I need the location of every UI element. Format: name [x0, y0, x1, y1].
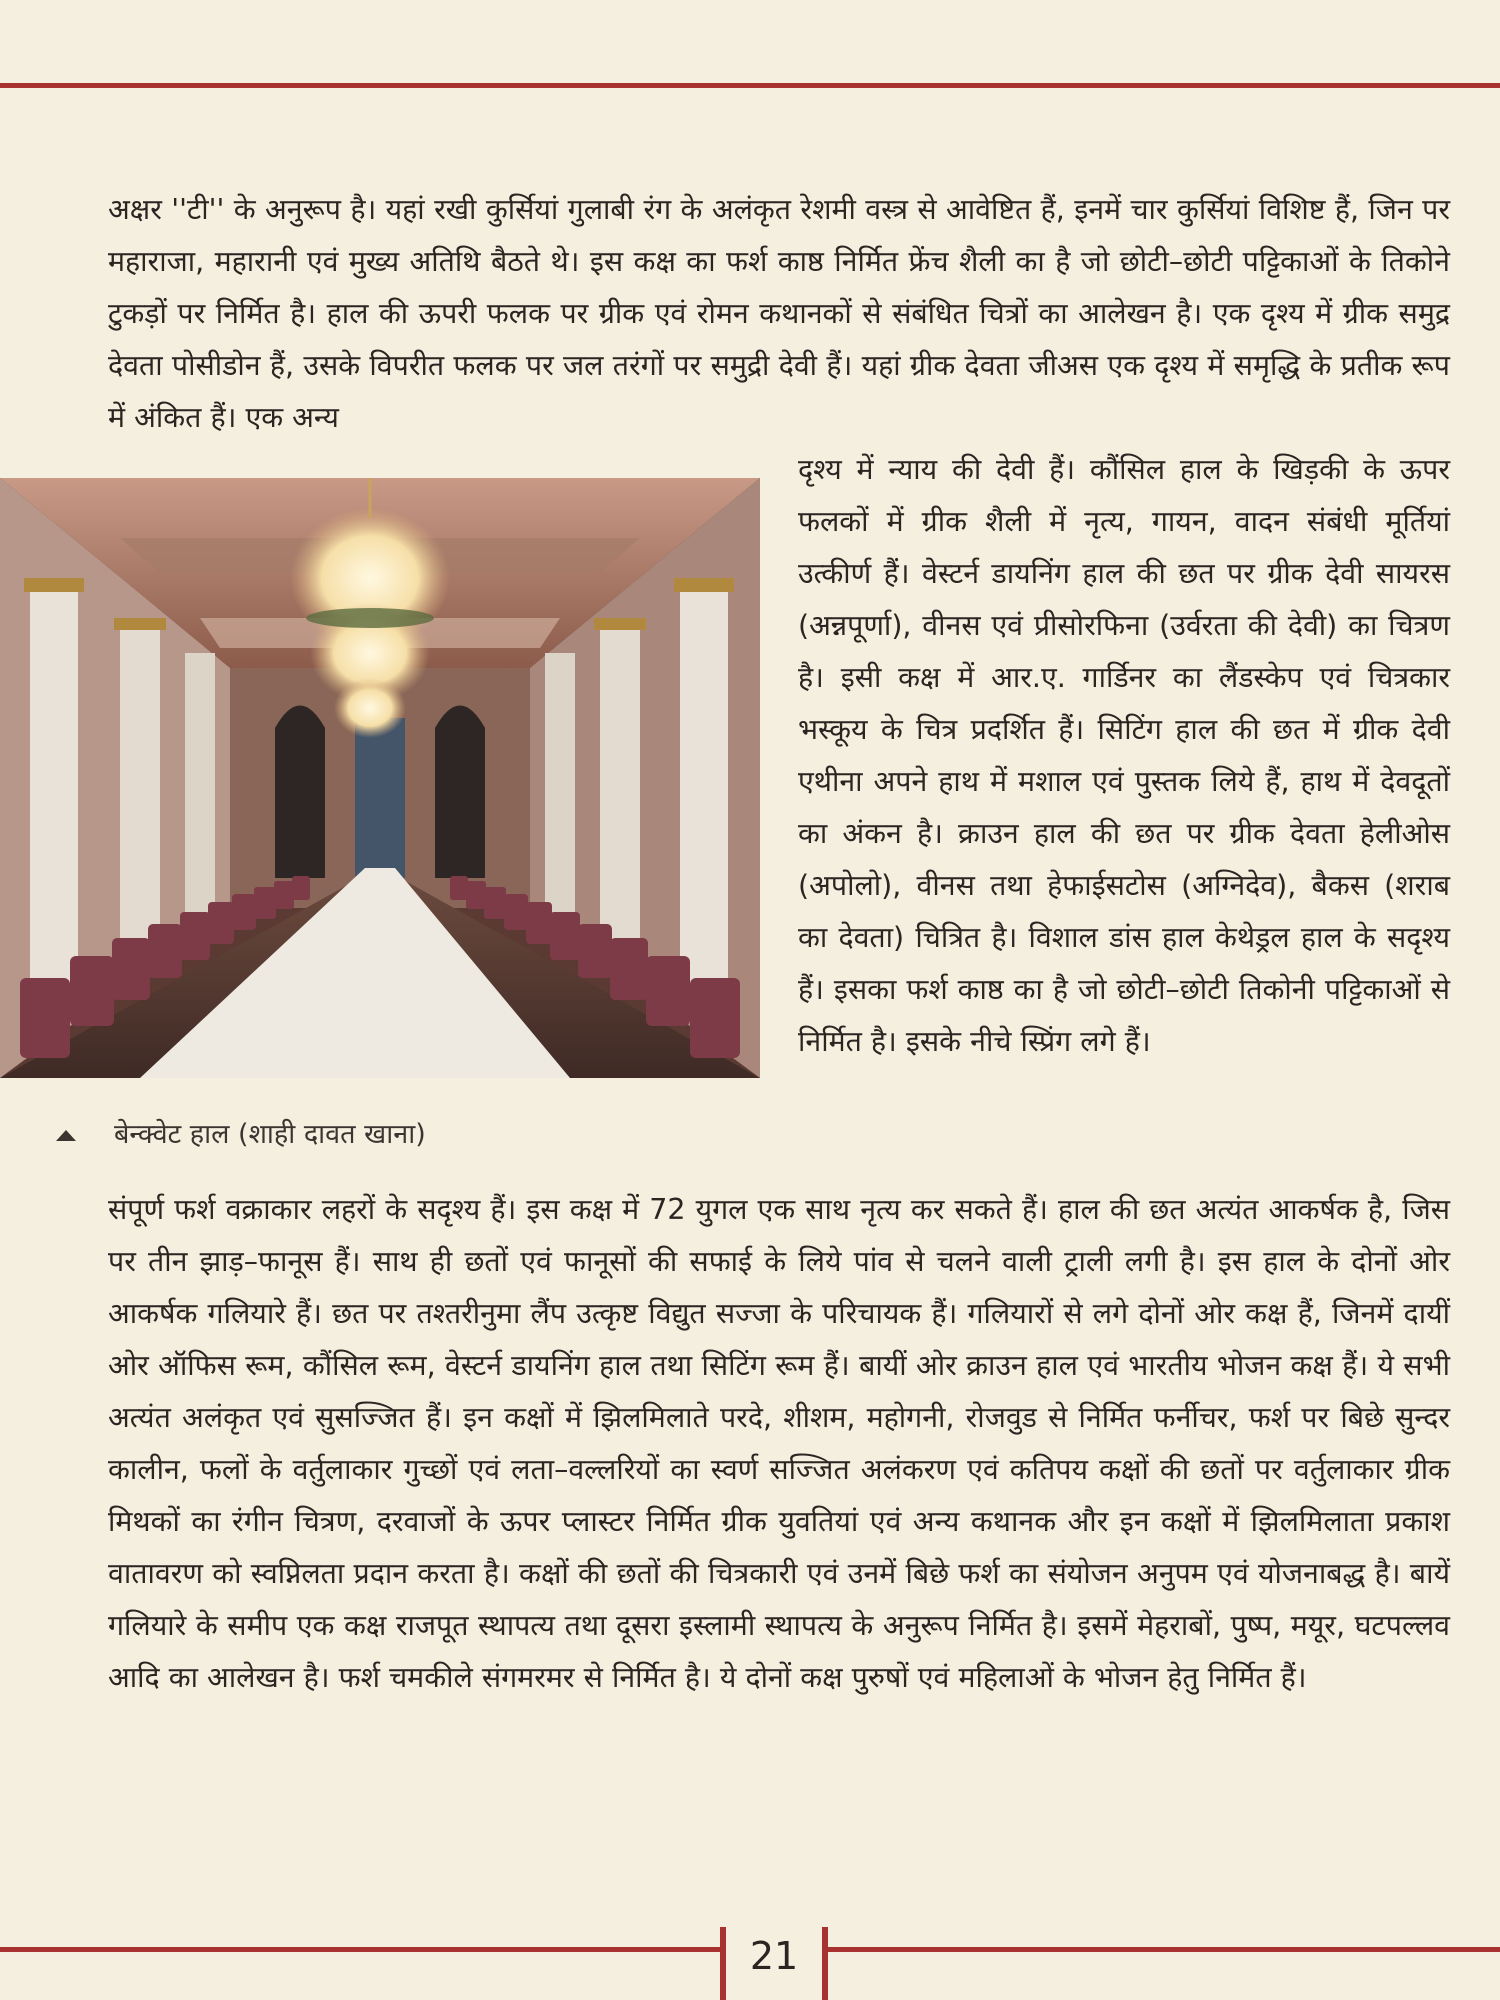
- banquet-hall-photo: [0, 478, 760, 1078]
- paragraph-intro: अक्षर ''टी'' के अनुरूप है। यहां रखी कुर्सियां गुलाबी रंग के अलंकृत रेशमी वस्त्र से आवेष्टित हैं, इनमें चार कुर्सियां विशिष्ट हैं, जिन पर महाराजा, महारानी एवं मुख्य अतिथि बैठते थे। इस कक्ष का फर्श काष्ठ निर्मित फ्रेंच शैली का है जो छोटी–छोटी पट्टिकाओं के तिकोने टुकड़ों पर निर्मित है। हाल की ऊपरी फलक पर ग्रीक एवं रोमन कथानकों से संबंधित चित्रों का आलेखन है। एक दृश्य में ग्रीक समुद्र देवता पोसीडोन हैं, उसके विपरीत फलक पर जल तरंगों पर समुद्री देवी हैं। यहां ग्रीक देवता जीअस एक दृश्य में समृद्धि के प्रतीक रूप में अंकित हैं। एक अन्य: [108, 193, 1450, 434]
- caption-text: बेन्क्वेट हाल (शाही दावत खाना): [114, 1119, 426, 1150]
- caption-triangle-icon: [56, 1130, 76, 1141]
- footer-rule-right: [828, 1947, 1500, 1952]
- footer-rule-left: [0, 1947, 720, 1952]
- page-number: 21: [749, 1934, 799, 1978]
- top-rule: [0, 83, 1500, 88]
- paragraph-main: संपूर्ण फर्श वक्राकार लहरों के सदृश्य हैं। इस कक्ष में 72 युगल एक साथ नृत्य कर सकते हैं। हाल की छत अत्यंत आकर्षक है, जिस पर तीन झाड़–फानूस हैं। साथ ही छतों एवं फानूसों की सफाई के लिये पांव से चलने वाली ट्राली लगी है। इस हाल के दोनों ओर आकर्षक गलियारे हैं। छत पर तश्तरीनुमा लैंप उत्कृष्ट विद्युत सज्जा के परिचायक हैं। गलियारों से लगे दोनों ओर कक्ष हैं, जिनमें दायीं ओर ऑफिस रूम, कौंसिल रूम, वेस्टर्न डायनिंग हाल तथा सिटिंग रूम हैं। बायीं ओर क्राउन हाल एवं भारतीय भोजन कक्ष हैं। ये सभी अत्यंत अलंकृत एवं सुसज्जित हैं। इन कक्षों में झिलमिलाते परदे, शीशम, महोगनी, रोजवुड से निर्मित फर्नीचर, फर्श पर बिछे सुन्दर कालीन, फलों के वर्तुलाकार गुच्छों एवं लता–वल्लरियों का स्वर्ण सज्जित अलंकरण एवं कतिपय कक्षों की छतों पर वर्तुलाकार ग्रीक मिथकों का रंगीन चित्रण, दरवाजों के ऊपर प्लास्टर निर्मित ग्रीक युवतियां एवं अन्य कथानक और इन कक्षों में झिलमिलाता प्रकाश वातावरण को स्वप्निलता प्रदान करता है। कक्षों की छतों की चित्रकारी एवं उनमें बिछे फर्श का संयोजन अनुपम एवं योजनाबद्ध है। बायें गलियारे के समीप एक कक्ष राजपूत स्थापत्य तथा दूसरा इस्लामी स्थापत्य के अनुरूप निर्मित है। इसमें मेहराबों, पुष्प, मयूर, घटपल्लव आदि का आलेखन है। फर्श चमकीले संगमरमर से निर्मित है। ये दोनों कक्ष पुरुषों एवं महिलाओं के भोजन हेतु निर्मित हैं।: [108, 1193, 1450, 1694]
- footer-bracket-right: [822, 1927, 828, 2000]
- photo-caption: [56, 1114, 426, 1151]
- paragraph-side: दृश्य में न्याय की देवी हैं। कौंसिल हाल के खिड़की के ऊपर फलकों में ग्रीक शैली में नृत्य, गायन, वादन संबंधी मूर्तियां उत्कीर्ण हैं। वेस्टर्न डायनिंग हाल की छत पर ग्रीक देवी सायरस (अन्नपूर्णा), वीनस एवं प्रीसोरफिना (उर्वरता की देवी) का चित्रण है। इसी कक्ष में आर.ए. गार्डिनर का लैंडस्केप एवं चित्रकार भस्कूय के चित्र प्रदर्शित हैं। सिटिंग हाल की छत में ग्रीक देवी एथीना अपने हाथ में मशाल एवं पुस्तक लिये हैं, हाथ में देवदूतों का अंकन है। क्राउन हाल की छत पर ग्रीक देवता हेलीओस (अपोलो), वीनस तथा हेफाईसटोस (अग्निदेव), बैकस (शराब का देवता) चित्रित है। विशाल डांस हाल केथेड्रल हाल के सदृश्य हैं। इसका फर्श काष्ठ का है जो छोटी–छोटी तिकोनी पट्टिकाओं से निर्मित है। इसके नीचे स्प्रिंग लगे हैं।: [798, 453, 1450, 1058]
